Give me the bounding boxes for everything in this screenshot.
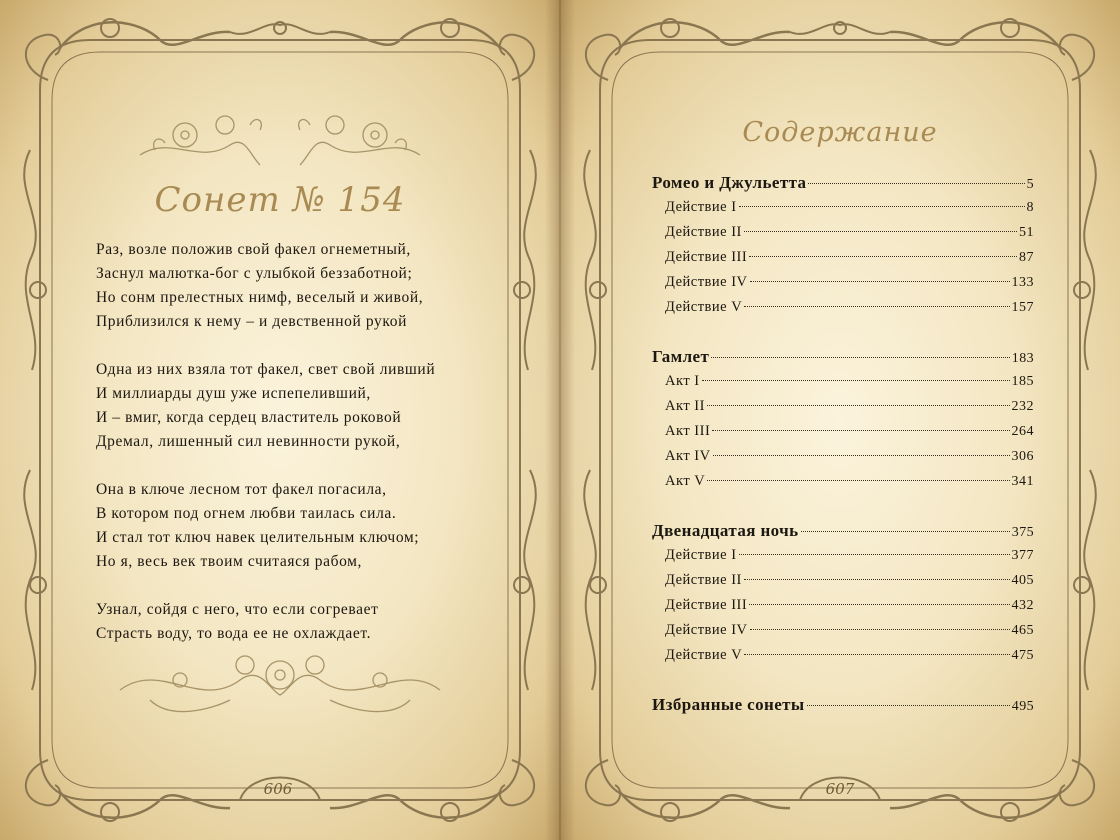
toc-entry-sub[interactable] <box>665 373 1034 390</box>
dot-leader <box>808 183 1024 184</box>
toc-entry-sub[interactable] <box>665 448 1034 465</box>
dot-leader <box>744 579 1010 580</box>
toc-entry-main[interactable] <box>652 521 1034 541</box>
dot-leader <box>739 206 1025 207</box>
toc-entry-main[interactable] <box>652 695 1034 715</box>
stanza <box>96 478 496 574</box>
dot-leader <box>801 531 1010 532</box>
toc-entry-page-number: 405 <box>1011 573 1034 588</box>
toc-entry-label: Акт II <box>665 398 705 414</box>
table-of-contents <box>560 0 1120 840</box>
poem-line: И стал тот ключ навек целительным ключом; <box>96 529 420 546</box>
toc-entry-sub[interactable] <box>665 647 1034 664</box>
toc-entry-label: Действие IV <box>665 274 748 290</box>
toc-entry-label: Акт V <box>665 473 706 489</box>
poem-line: В котором под огнем любви таилась сила. <box>96 505 397 522</box>
dot-leader <box>744 306 1009 307</box>
toc-entry-label: Действие V <box>665 299 743 315</box>
toc-title: Содержание <box>742 117 938 148</box>
toc-entry-page-number: 87 <box>1019 250 1034 265</box>
toc-entry-page-number: 5 <box>1026 177 1034 192</box>
toc-entry-label: Акт III <box>665 423 711 439</box>
stanza <box>96 238 496 334</box>
right-page <box>560 0 1120 840</box>
poem-line: Одна из них взяла тот факел, свет свой ливший <box>96 361 436 378</box>
poem-line: Приблизился к нему – и девственной рукой <box>96 313 407 330</box>
book-gutter <box>545 0 575 840</box>
dot-leader <box>749 604 1009 605</box>
toc-entry-label: Действие II <box>665 572 742 588</box>
dot-leader <box>713 455 1010 456</box>
dot-leader <box>707 405 1010 406</box>
page-number-right: 607 <box>825 780 855 798</box>
toc-entry-page-number: 51 <box>1019 225 1034 240</box>
toc-entry-sub[interactable] <box>665 199 1034 216</box>
poem-line: Дремал, лишенный сил невинности рукой, <box>96 433 401 450</box>
toc-entry-page-number: 432 <box>1011 598 1034 613</box>
toc-entry-page-number: 8 <box>1026 200 1034 215</box>
dot-leader <box>744 654 1009 655</box>
stanza <box>96 358 496 454</box>
toc-entry-page-number: 306 <box>1011 449 1034 464</box>
poem-line: И – вмиг, когда сердец властитель роковой <box>96 409 402 426</box>
toc-entry-label: Действие III <box>665 249 748 265</box>
toc-entry-sub[interactable] <box>665 547 1034 564</box>
toc-entry-page-number: 465 <box>1011 623 1034 638</box>
toc-entry-page-number: 475 <box>1011 648 1034 663</box>
poem-line: Но сонм прелестных нимф, веселый и живой, <box>96 289 424 306</box>
dot-leader <box>750 281 1010 282</box>
toc-entry-sub[interactable] <box>665 597 1034 614</box>
toc-entry-label: Гамлет <box>652 347 710 366</box>
poem-text <box>96 238 496 670</box>
poem-line: Она в ключе лесном тот факел погасила, <box>96 481 387 498</box>
toc-entry-sub[interactable] <box>665 224 1034 241</box>
toc-entry-label: Избранные сонеты <box>652 695 805 714</box>
toc-entry-label: Действие I <box>665 547 737 563</box>
dot-leader <box>707 480 1009 481</box>
page-number-left: 606 <box>263 780 293 798</box>
toc-entry-label: Двенадцатая ночь <box>652 521 799 540</box>
poem-line: И миллиарды душ уже испепеливший, <box>96 385 371 402</box>
dot-leader <box>744 231 1017 232</box>
floral-flourish-top <box>130 95 430 185</box>
toc-entry-label: Действие III <box>665 597 748 613</box>
dot-leader <box>711 357 1010 358</box>
toc-entry-sub[interactable] <box>665 622 1034 639</box>
poem-line: Узнал, сойдя с него, что если согревает <box>96 601 379 618</box>
toc-entry-page-number: 377 <box>1011 548 1034 563</box>
poem-line: Раз, возле положив свой факел огнеметный, <box>96 241 411 258</box>
toc-entry-sub[interactable] <box>665 473 1034 490</box>
dot-leader <box>712 430 1009 431</box>
dot-leader <box>739 554 1010 555</box>
toc-entry-page-number: 133 <box>1011 275 1034 290</box>
toc-entry-page-number: 264 <box>1011 424 1034 439</box>
toc-entry-page-number: 185 <box>1011 374 1034 389</box>
toc-entry-label: Действие V <box>665 647 743 663</box>
dot-leader <box>807 705 1010 706</box>
toc-entry-label: Акт IV <box>665 448 711 464</box>
poem-line: Но я, весь век твоим считаяся рабом, <box>96 553 363 570</box>
toc-entry-sub[interactable] <box>665 572 1034 589</box>
dot-leader <box>749 256 1017 257</box>
sonnet-title: Сонет № 154 <box>154 180 406 220</box>
toc-entry-main[interactable] <box>652 347 1034 367</box>
toc-entry-label: Действие IV <box>665 622 748 638</box>
toc-entry-page-number: 183 <box>1011 351 1034 366</box>
toc-entry-sub[interactable] <box>665 423 1034 440</box>
toc-entry-label: Ромео и Джульетта <box>652 173 807 192</box>
toc-entry-sub[interactable] <box>665 249 1034 266</box>
toc-entry-page-number: 157 <box>1011 300 1034 315</box>
floral-flourish-bottom <box>110 640 450 730</box>
poem-line: Страсть воду, то вода ее не охлаждает. <box>96 625 372 642</box>
toc-entry-page-number: 341 <box>1011 474 1034 489</box>
dot-leader <box>750 629 1010 630</box>
toc-entry-label: Действие I <box>665 199 737 215</box>
poem-line: Заснул малютка-бог с улыбкой беззаботной; <box>96 265 413 282</box>
toc-entry-sub[interactable] <box>665 274 1034 291</box>
toc-entry-page-number: 232 <box>1011 399 1034 414</box>
toc-entry-main[interactable] <box>652 173 1034 193</box>
dot-leader <box>702 380 1010 381</box>
stanza <box>96 598 496 646</box>
toc-entry-sub[interactable] <box>665 398 1034 415</box>
toc-entry-page-number: 495 <box>1011 699 1034 714</box>
toc-entry-label: Акт I <box>665 373 700 389</box>
toc-entry-label: Действие II <box>665 224 742 240</box>
toc-entry-page-number: 375 <box>1011 525 1034 540</box>
toc-entry-sub[interactable] <box>665 299 1034 316</box>
